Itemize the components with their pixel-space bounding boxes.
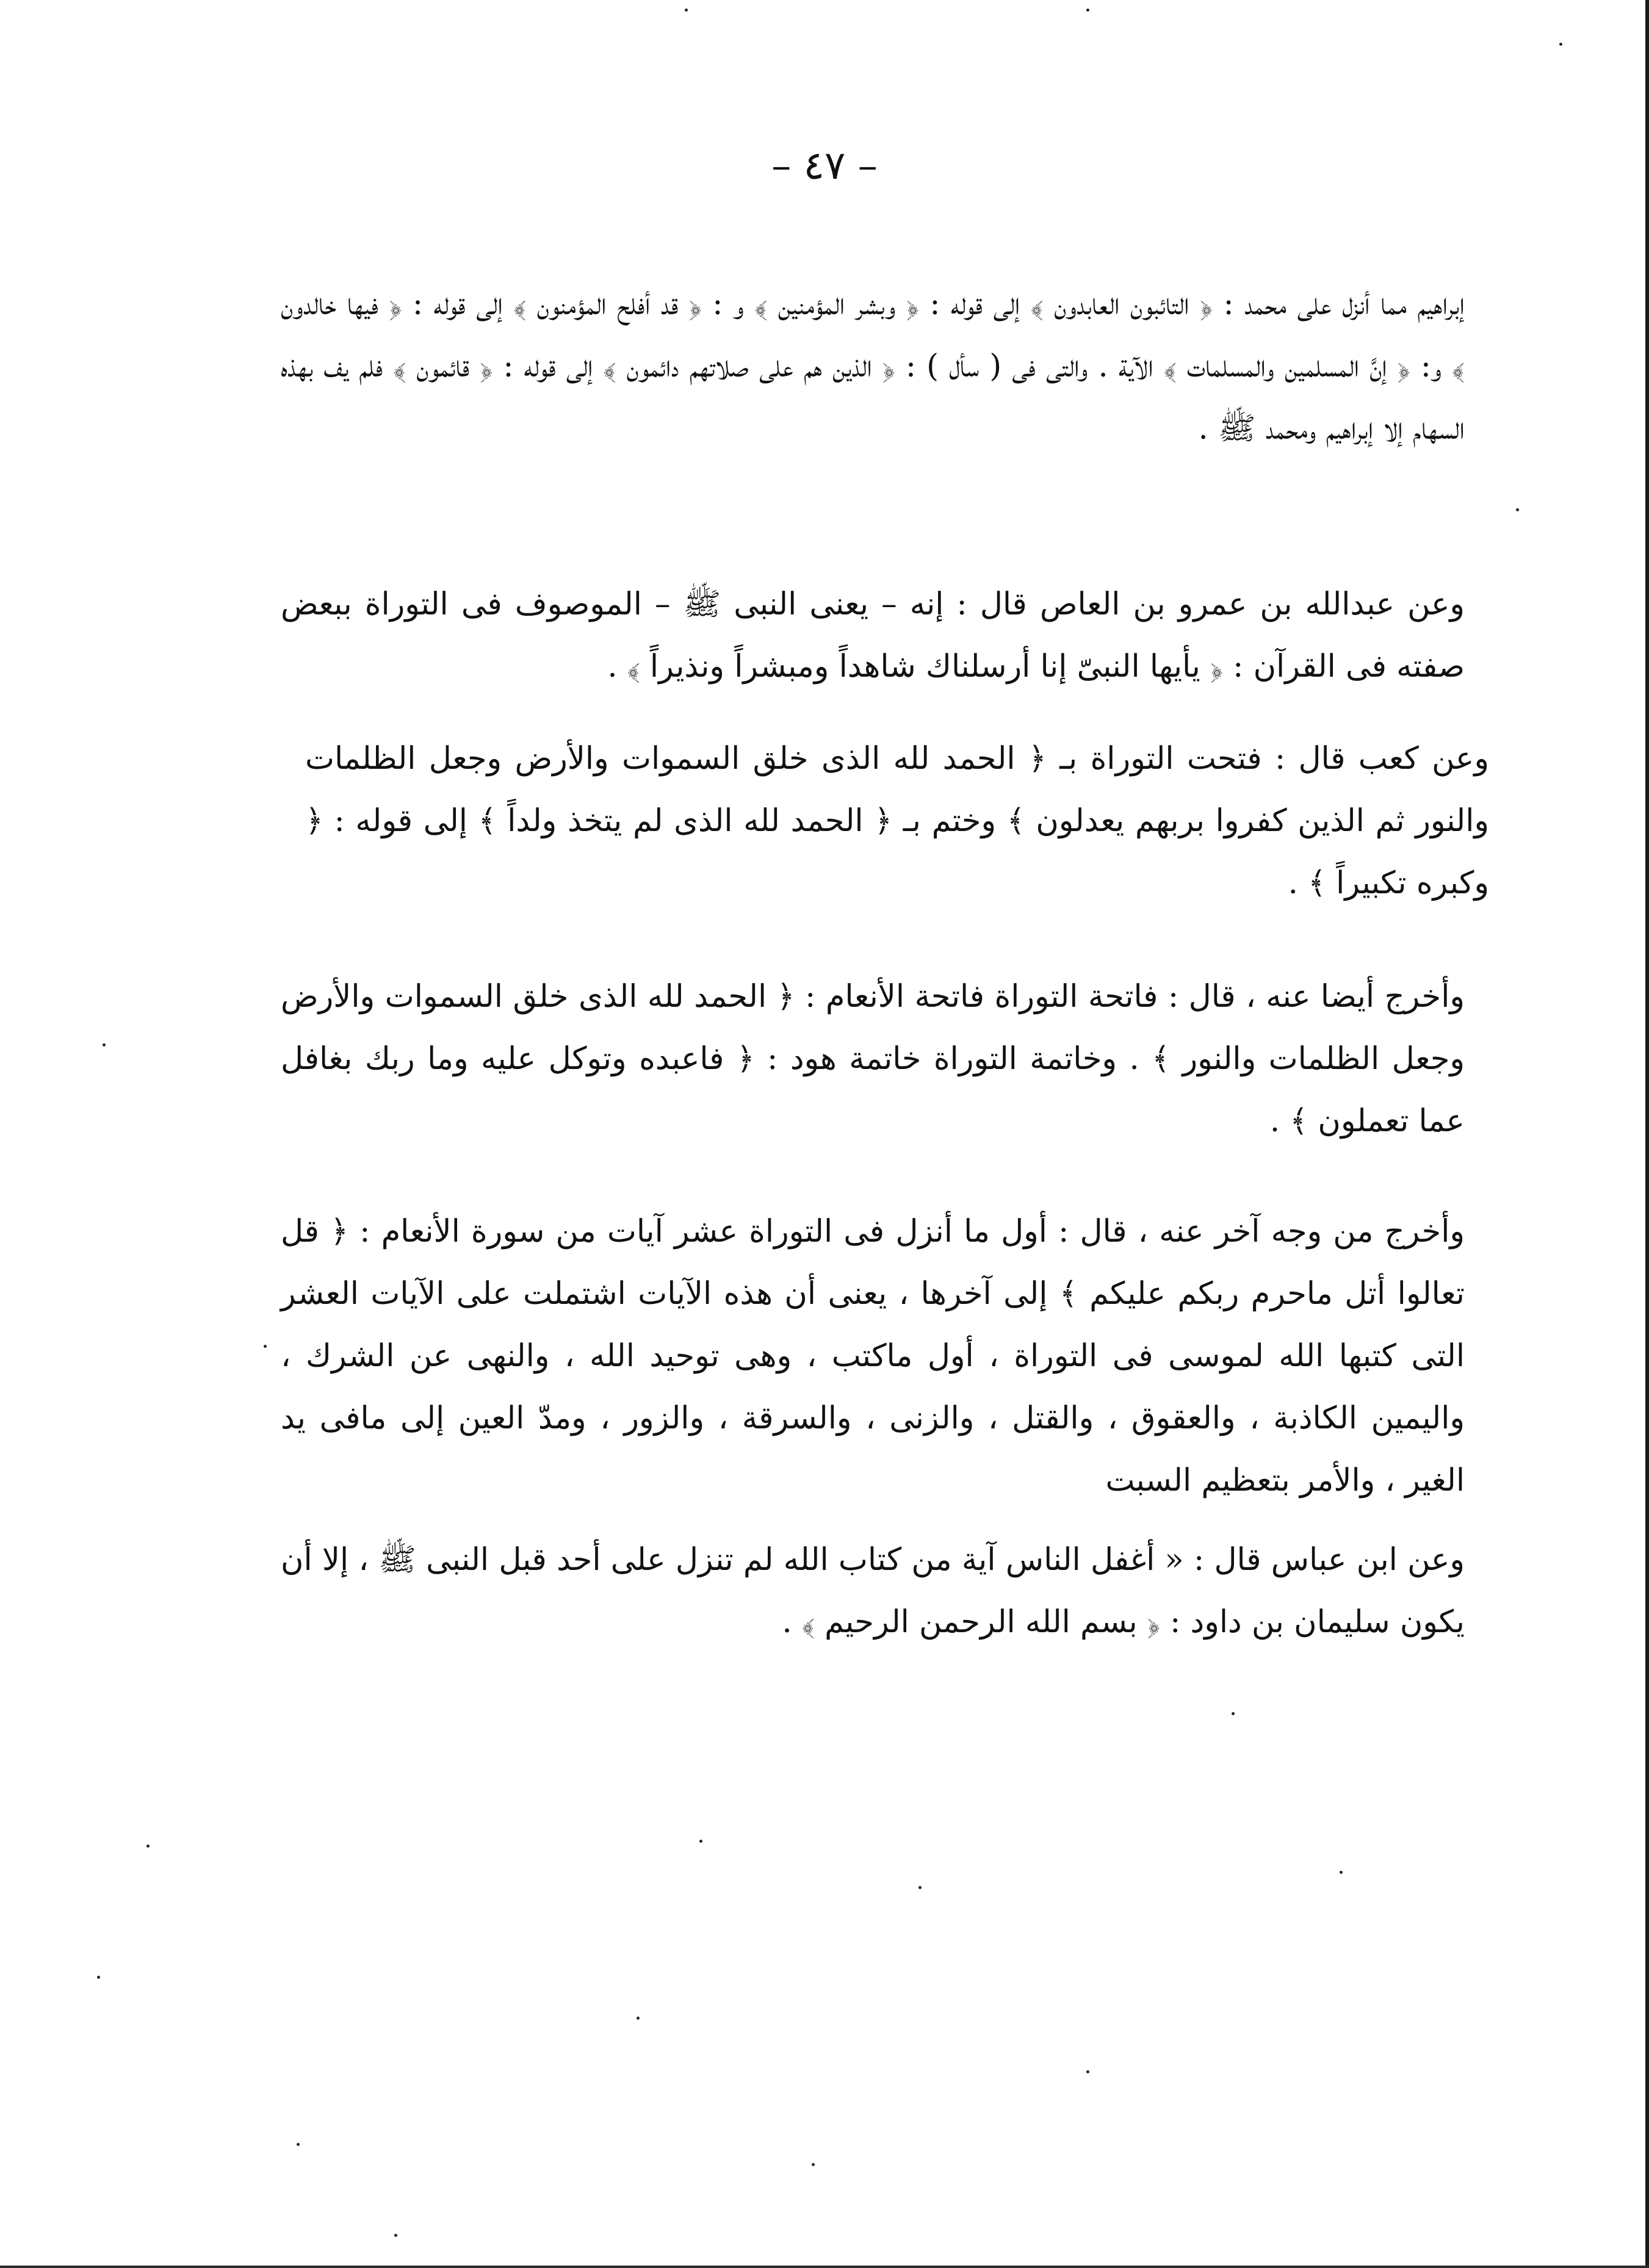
paragraph-text: وأخرج أيضا عنه ، قال : فاتحة التوراة فاتحة الأنعام : ﴿ الحمد لله الذى خلق السموات والأرض وجعل الظلمات والنور ﴾ . وخاتمة التوراة خاتمة هود : ﴿ فاعبده وتوكل عليه وما ربك بغافل عما تعملون ﴾ . <box>281 979 1465 1139</box>
scan-speck <box>297 2143 300 2146</box>
paragraph-6 <box>281 1529 1465 1654</box>
scan-speck <box>97 1976 100 1979</box>
paragraph-text: وأخرج من وجه آخر عنه ، قال : أول ما أنزل فى التوراة عشر آيات من سورة الأنعام : ﴿ قل تعالوا أتل ماحرم ربكم عليكم ﴾ إلى آخرها ، يعنى أن هذه الآيات اشتملت على الآيات العشر التى كتبها الله لموسى فى التوراة ، أول ماكتب ، وهى توحيد الله ، والنهى عن الشرك ، واليمين الكاذبة ، والعقوق ، والقتل ، والزنى ، والسرقة ، والزور ، ومدّ العين إلى مافى يد الغير ، والأمر بتعظيم السبت <box>281 1214 1465 1499</box>
paragraph-text: وعن ابن عباس قال : « أغفل الناس آية من كتاب الله لم تنزل على أحد قبل النبى ﷺ ، إلا أن يكون سليمان بن داود : ﴿ بسم الله الرحمن الرحيم ﴾ . <box>281 1542 1465 1640</box>
scan-speck <box>103 1043 106 1046</box>
scan-speck <box>812 2163 815 2166</box>
scan-edge-right <box>1645 0 1649 2268</box>
scan-speck <box>699 1840 702 1843</box>
scan-speck <box>918 1886 922 1889</box>
scan-speck <box>1340 1871 1343 1874</box>
paragraph-text: وعن عبدالله بن عمرو بن العاص قال : إنه – يعنى النبى ﷺ – الموصوف فى التوراة ببعض صفته فى القرآن : ﴿ يأيها النبىّ إنا أرسلناك شاهداً ومبشراً ونذيراً ﴾ . <box>281 586 1465 685</box>
paragraph-text: إبراهيم مما أنزل على محمد : ﴿ التائبون العابدون ﴾ إلى قوله : ﴿ وبشر المؤمنين ﴾ و : ﴿ قد أفلح المؤمنون ﴾ إلى قوله : ﴿ فيها خالدون ﴾ و: ﴿ إنَّ المسلمين والمسلمات ﴾ الآية . والتى فى ( سأل ) : ﴿ الذين هم على صلاتهم دائمون ﴾ إلى قوله : ﴿ قائمون ﴾ فلم يف بهذه السهام إلا إبراهيم ومحمد ﷺ . <box>281 286 1465 447</box>
paragraph-5 <box>281 1201 1465 1512</box>
paragraph-3 <box>305 728 1489 915</box>
scan-speck <box>1516 508 1519 511</box>
scan-speck <box>685 9 688 12</box>
scan-speck <box>264 1345 267 1348</box>
scan-edge-bottom <box>0 2266 1649 2268</box>
paragraph-4 <box>281 966 1465 1153</box>
paragraph-2 <box>281 574 1465 698</box>
paragraph-text: وعن كعب قال : فتحت التوراة بـ ﴿ الحمد لله الذى خلق السموات والأرض وجعل الظلمات والنور ثم الذين كفروا بربهم يعدلون ﴾ وختم بـ ﴿ الحمد لله الذى لم يتخذ ولداً ﴾ إلى قوله : ﴿ وكبره تكبيراً ﴾ . <box>305 741 1489 901</box>
scan-speck <box>146 1845 150 1848</box>
scan-speck <box>394 2234 397 2237</box>
scan-speck <box>1086 9 1089 12</box>
scan-speck <box>1086 2070 1089 2073</box>
scan-speck <box>1232 1712 1235 1715</box>
page-number: – ٤٧ – <box>771 143 878 189</box>
scan-speck <box>637 2017 640 2020</box>
paragraph-1 <box>281 273 1465 460</box>
scan-speck <box>1559 43 1562 46</box>
